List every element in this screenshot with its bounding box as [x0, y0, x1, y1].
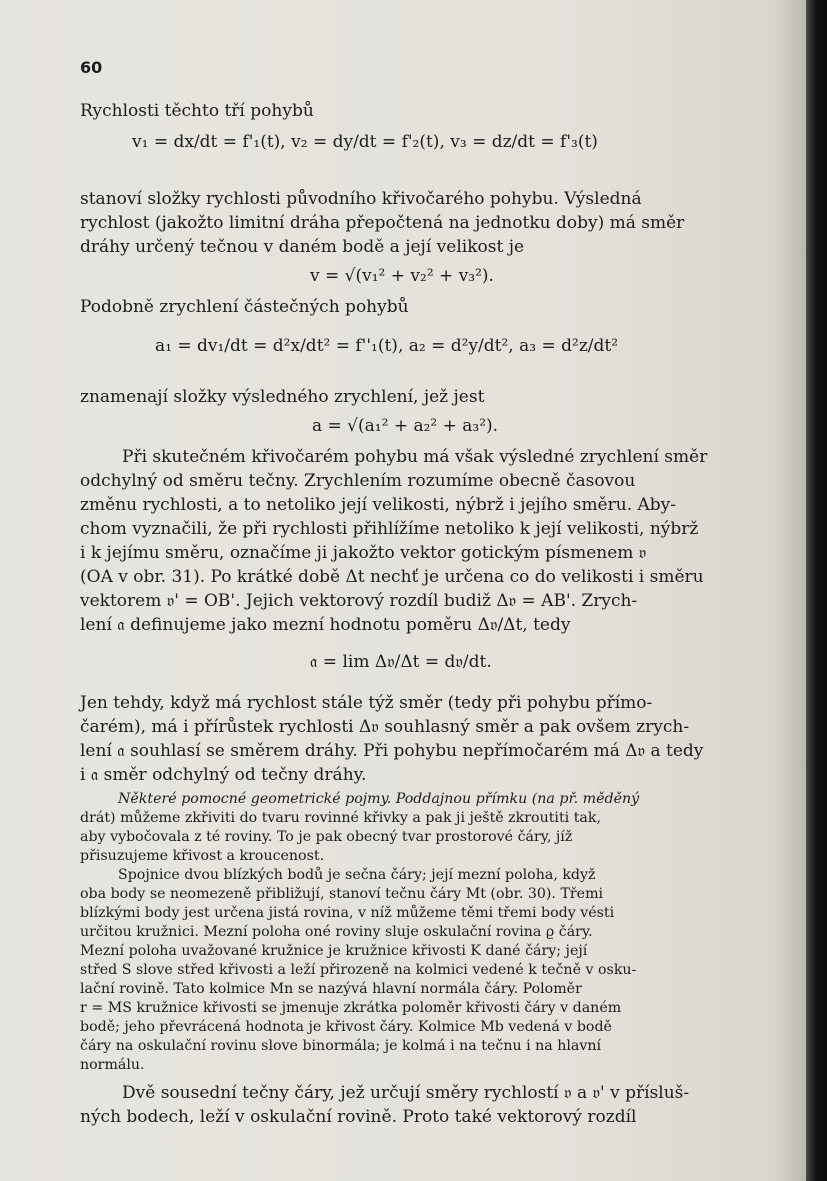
small-text-line: čáry na oskulační rovinu slove binormála; je kolmá i na tečnu i na hlavní — [80, 1038, 602, 1054]
text-line: znamenají složky výsledného zrychlení, jež jest — [80, 387, 485, 407]
text-line: lení 𝔞 souhlasí se směrem dráhy. Při pohybu nepřímočarém má Δ𝔳 a tedy — [80, 741, 704, 761]
text-line: chom vyznačili, že při rychlosti přihlížíme netoliko k její velikosti, nýbrž — [80, 519, 699, 539]
text-line: rychlost (jakožto limitní dráha přepočtená na jednotku doby) má směr — [80, 213, 685, 233]
small-text-line: lační rovině. Tato kolmice Mn se nazývá hlavní normála čáry. Poloměr — [80, 981, 582, 997]
equation-velocity-magnitude: v = √(v₁² + v₂² + v₃²). — [310, 266, 494, 286]
small-text-line: oba body se neomezeně přibližují, stanoví tečnu čáry Mt (obr. 30). Třemi — [80, 886, 604, 902]
small-text-line: bodě; jeho převrácená hodnota je křivost čáry. Kolmice Mb vedená v bodě — [80, 1019, 612, 1035]
text-line: Jen tehdy, když má rychlost stále týž směr (tedy při pohybu přímo- — [80, 693, 653, 713]
equation-acceleration-limit: 𝔞 = lim Δ𝔳/Δt = d𝔳/dt. — [310, 652, 492, 672]
text-line: (OA v obr. 31). Po krátké době Δt nechť je určena co do velikosti i směru — [80, 567, 704, 587]
text-line: dráhy určený tečnou v daném bodě a její velikost je — [80, 237, 525, 257]
small-text-line: drát) můžeme zkřiviti do tvaru rovinné křivky a pak ji ještě zkroutiti tak, — [80, 810, 601, 826]
text-line: změnu rychlosti, a to netoliko její velikosti, nýbrž i jejího směru. Aby- — [80, 495, 677, 515]
small-text-line: blízkými body jest určena jistá rovina, v níž můžeme těmi třemi body vésti — [80, 905, 615, 921]
text-line: stanoví složky rychlosti původního křivočarého pohybu. Výsledná — [80, 189, 642, 209]
text-line: čarém), má i přírůstek rychlosti Δ𝔳 souhlasný směr a pak ovšem zrych- — [80, 717, 690, 737]
small-text-line: aby vybočovala z té roviny. To je pak obecný tvar prostorové čáry, jíž — [80, 829, 573, 845]
book-binding-shadow — [806, 0, 827, 1181]
small-text-line: přisuzujeme křivost a kroucenost. — [80, 848, 325, 864]
equation-velocity-components: v₁ = dx/dt = f'₁(t), v₂ = dy/dt = f'₂(t), v₃ = dz/dt = f'₃(t) — [132, 132, 598, 152]
equation-acceleration-magnitude: a = √(a₁² + a₂² + a₃²). — [312, 416, 499, 436]
text-line: vektorem 𝔳' = OB'. Jejich vektorový rozdíl budiž Δ𝔳 = AB'. Zrych- — [80, 591, 638, 611]
small-text-line: Spojnice dvou blízkých bodů je sečna čáry; její mezní poloha, když — [118, 867, 596, 883]
small-text-line: střed S slove střed křivosti a leží přirozeně na kolmici vedené k tečně v osku- — [80, 962, 637, 978]
text-line: Rychlosti těchto tří pohybů — [80, 101, 314, 121]
small-text-line: Mezní poloha uvažované kružnice je kružnice křivosti K dané čáry; její — [80, 943, 588, 959]
text-line: lení 𝔞 definujeme jako mezní hodnotu poměru Δ𝔳/Δt, tedy — [80, 615, 571, 635]
text-line: Dvě sousední tečny čáry, jež určují směry rychlostí 𝔳 a 𝔳' v přísluš- — [122, 1083, 690, 1103]
small-text-line: určitou kružnici. Mezní poloha oné roviny sluje oskulační rovina ϱ čáry. — [80, 924, 593, 940]
text-line: ných bodech, leží v oskulační rovině. Proto také vektorový rozdíl — [80, 1107, 637, 1127]
text-line: Při skutečném křivočarém pohybu má však výsledné zrychlení směr — [122, 447, 708, 467]
page-number: 60 — [80, 58, 103, 77]
text-line: Podobně zrychlení částečných pohybů — [80, 297, 409, 317]
small-text-line: r = MS kružnice křivosti se jmenuje zkrátka poloměr křivosti čáry v daném — [80, 1000, 622, 1016]
text-line: i 𝔞 směr odchylný od tečny dráhy. — [80, 765, 367, 785]
equation-acceleration-components: a₁ = dv₁/dt = d²x/dt² = f''₁(t), a₂ = d²y/dt², a₃ = d²z/dt² — [155, 336, 619, 356]
text-line: i k jejímu směru, označíme ji jakožto vektor gotickým písmenem 𝔳 — [80, 543, 647, 563]
small-text-line: normálu. — [80, 1057, 145, 1073]
small-text-line: Některé pomocné geometrické pojmy. Poddajnou přímku (na př. měděný — [118, 791, 640, 807]
text-line: odchylný od směru tečny. Zrychlením rozumíme obecně časovou — [80, 471, 636, 491]
